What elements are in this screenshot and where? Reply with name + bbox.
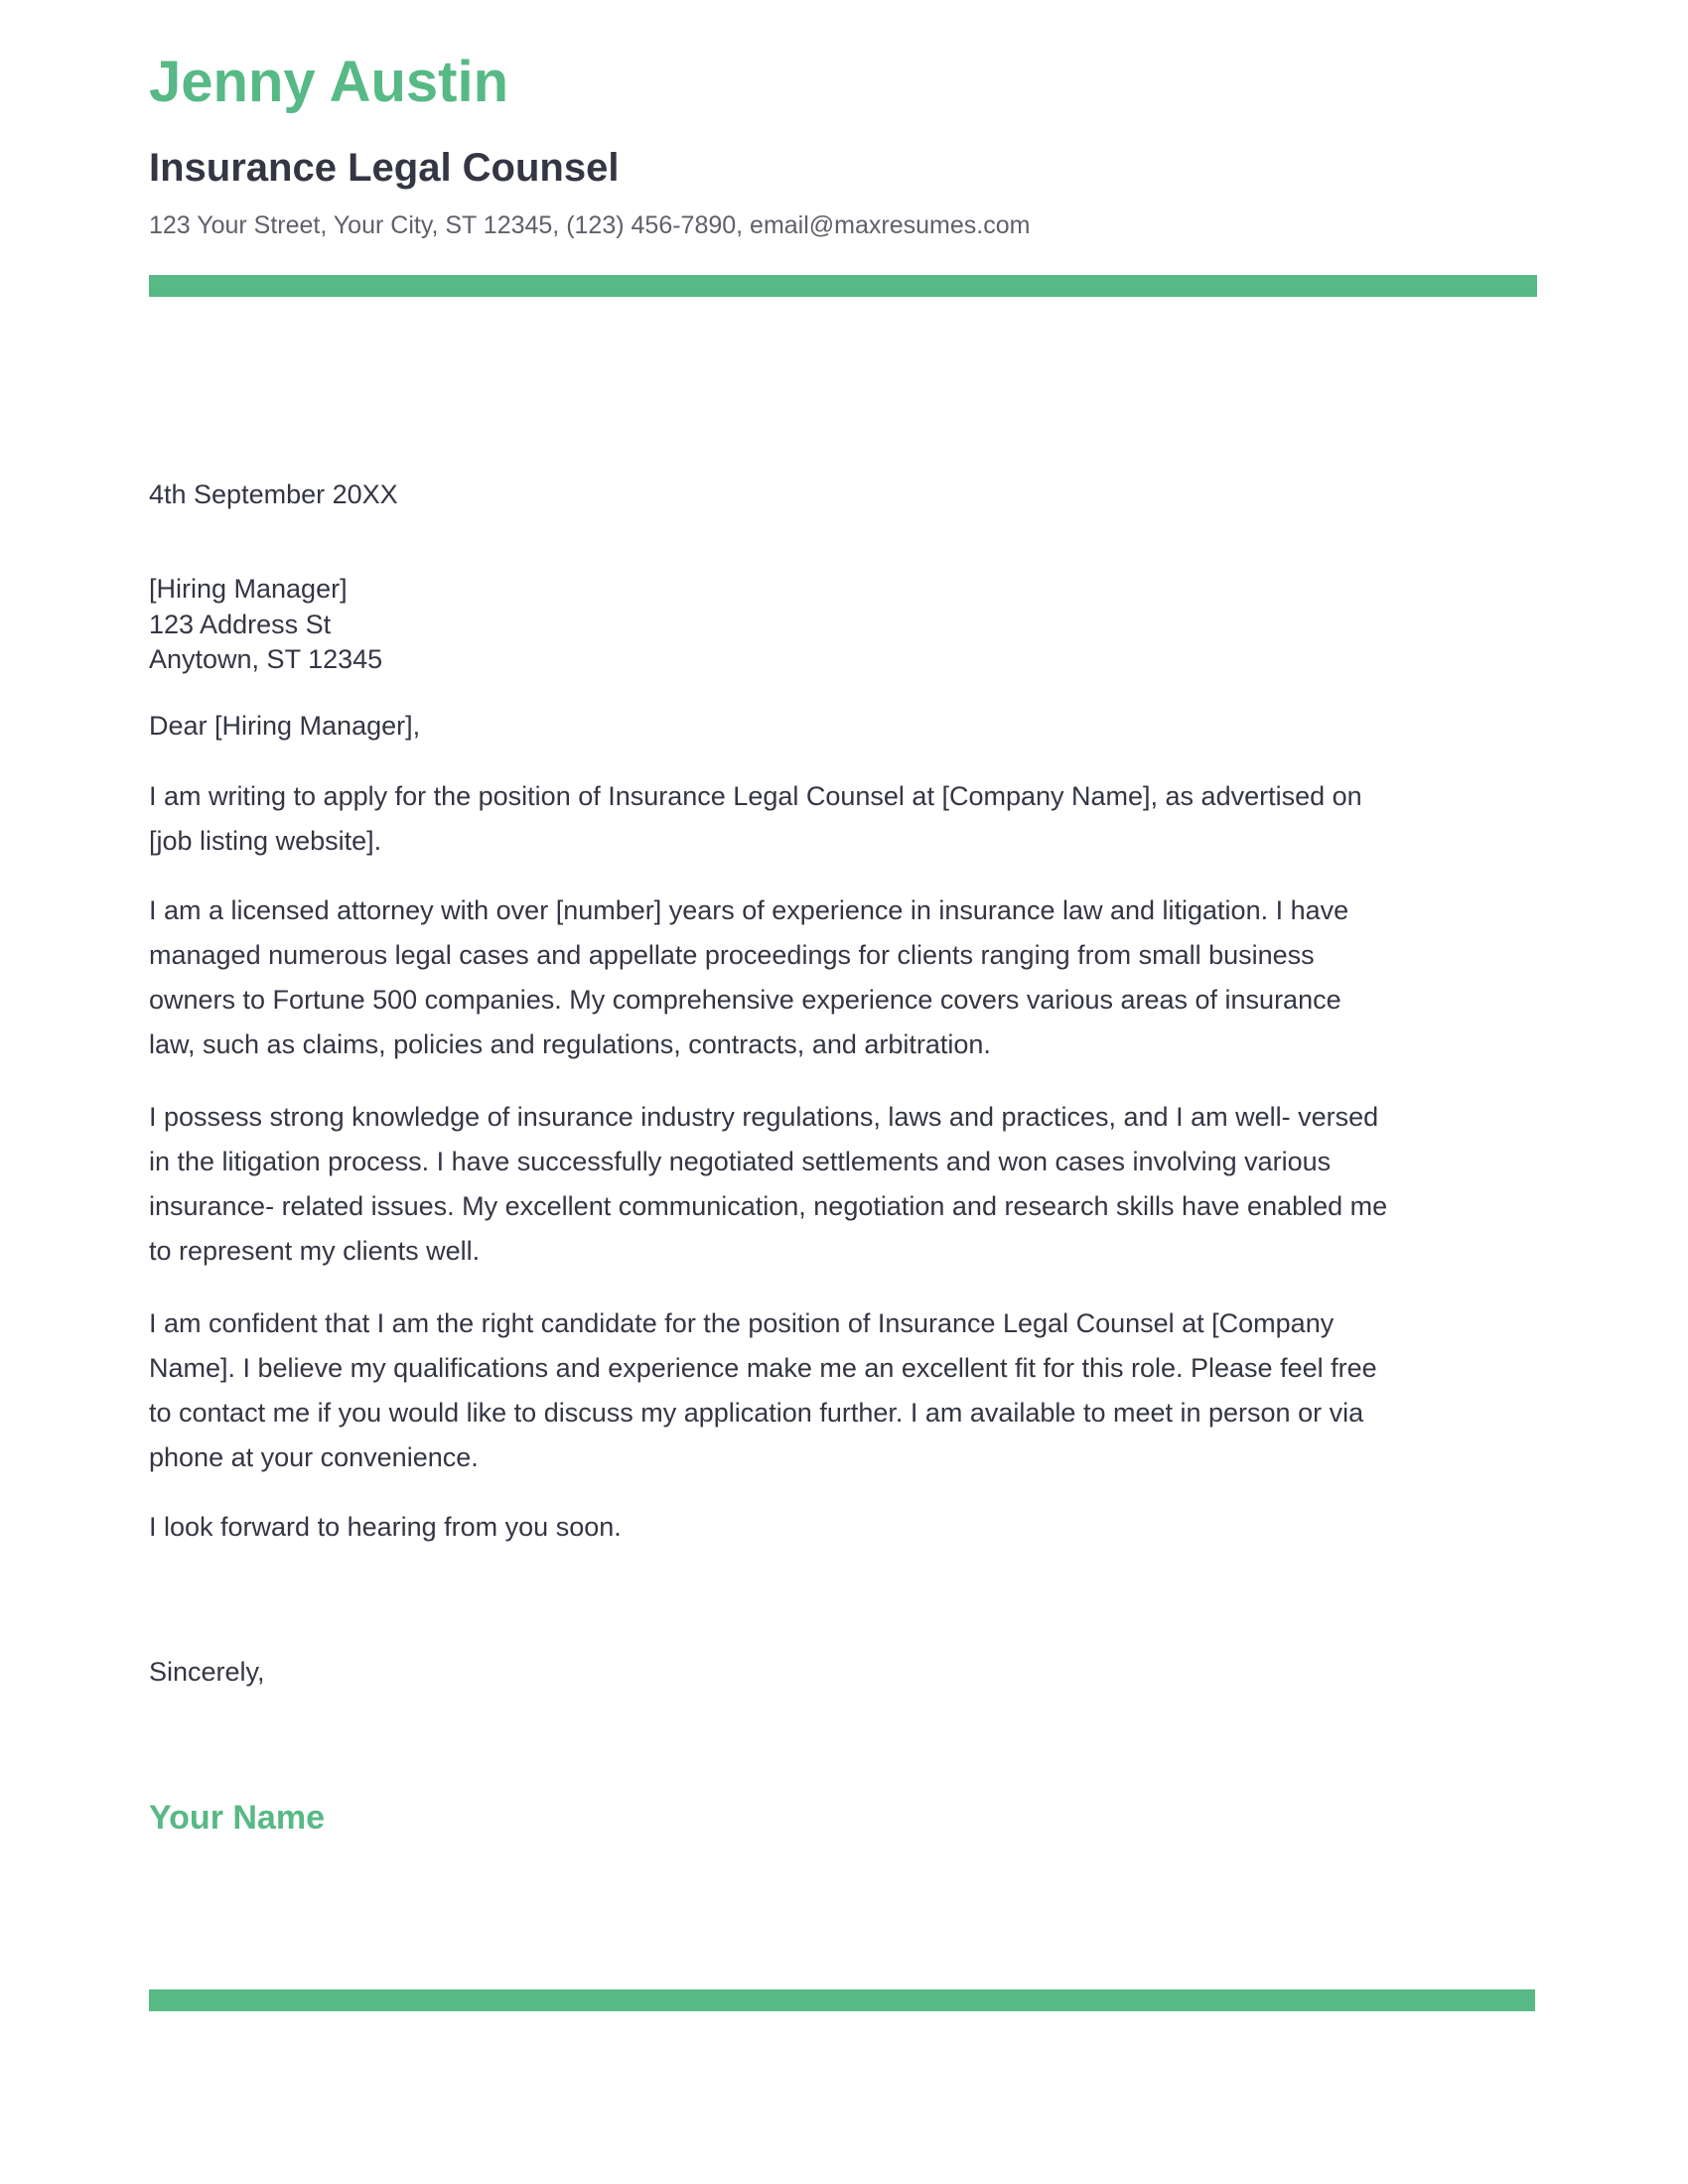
paragraph-line: Name]. I believe my qualifications and experience make me an excellent fit for this role. Please feel free [149, 1353, 1377, 1383]
contact-info: 123 Your Street, Your City, ST 12345, (123) 456-7890, email@maxresumes.com [149, 211, 1031, 239]
paragraph-line: law, such as claims, policies and regulations, contracts, and arbitration. [149, 1029, 991, 1059]
applicant-name: Jenny Austin [149, 50, 509, 114]
paragraph-line: I possess strong knowledge of insurance industry regulations, laws and practices, and I am well- versed [149, 1102, 1379, 1132]
paragraph-line: managed numerous legal cases and appellate proceedings for clients ranging from small business [149, 940, 1315, 970]
paragraph-line: in the litigation process. I have successfully negotiated settlements and won cases involving various [149, 1147, 1332, 1176]
salutation: Dear [Hiring Manager], [149, 711, 421, 741]
paragraph-line: I am confident that I am the right candidate for the position of Insurance Legal Counsel at [Company [149, 1308, 1335, 1338]
paragraph-line: I look forward to hearing from you soon. [149, 1512, 622, 1542]
paragraph-line: I am writing to apply for the position of Insurance Legal Counsel at [Company Name], as advertised on [149, 781, 1362, 811]
body-paragraph-1 [149, 774, 1362, 864]
signature-name: Your Name [149, 1799, 325, 1837]
letter-date: 4th September 20XX [149, 479, 398, 509]
paragraph-line: phone at your convenience. [149, 1442, 479, 1472]
paragraph-line: to represent my clients well. [149, 1236, 481, 1266]
closing: Sincerely, [149, 1657, 265, 1687]
body-paragraph-4 [149, 1301, 1377, 1480]
paragraph-line: I am a licensed attorney with over [number] years of experience in insurance law and litigation. I have [149, 895, 1349, 925]
body-paragraph-3 [149, 1095, 1387, 1274]
recipient-city: Anytown, ST 12345 [149, 644, 383, 674]
recipient-street: 123 Address St [149, 609, 332, 639]
body-paragraph-5 [149, 1505, 622, 1550]
job-title: Insurance Legal Counsel [149, 146, 620, 190]
header-divider [149, 275, 1537, 297]
recipient-address [149, 571, 382, 677]
footer-divider [149, 1989, 1535, 2011]
paragraph-line: insurance- related issues. My excellent communication, negotiation and research skills have enabled me [149, 1191, 1388, 1221]
paragraph-line: [job listing website]. [149, 826, 382, 856]
paragraph-line: to contact me if you would like to discuss my application further. I am available to meet in person or via [149, 1398, 1364, 1428]
body-paragraph-2 [149, 888, 1348, 1067]
recipient-name: [Hiring Manager] [149, 574, 348, 604]
paragraph-line: owners to Fortune 500 companies. My comprehensive experience covers various areas of insurance [149, 985, 1341, 1015]
